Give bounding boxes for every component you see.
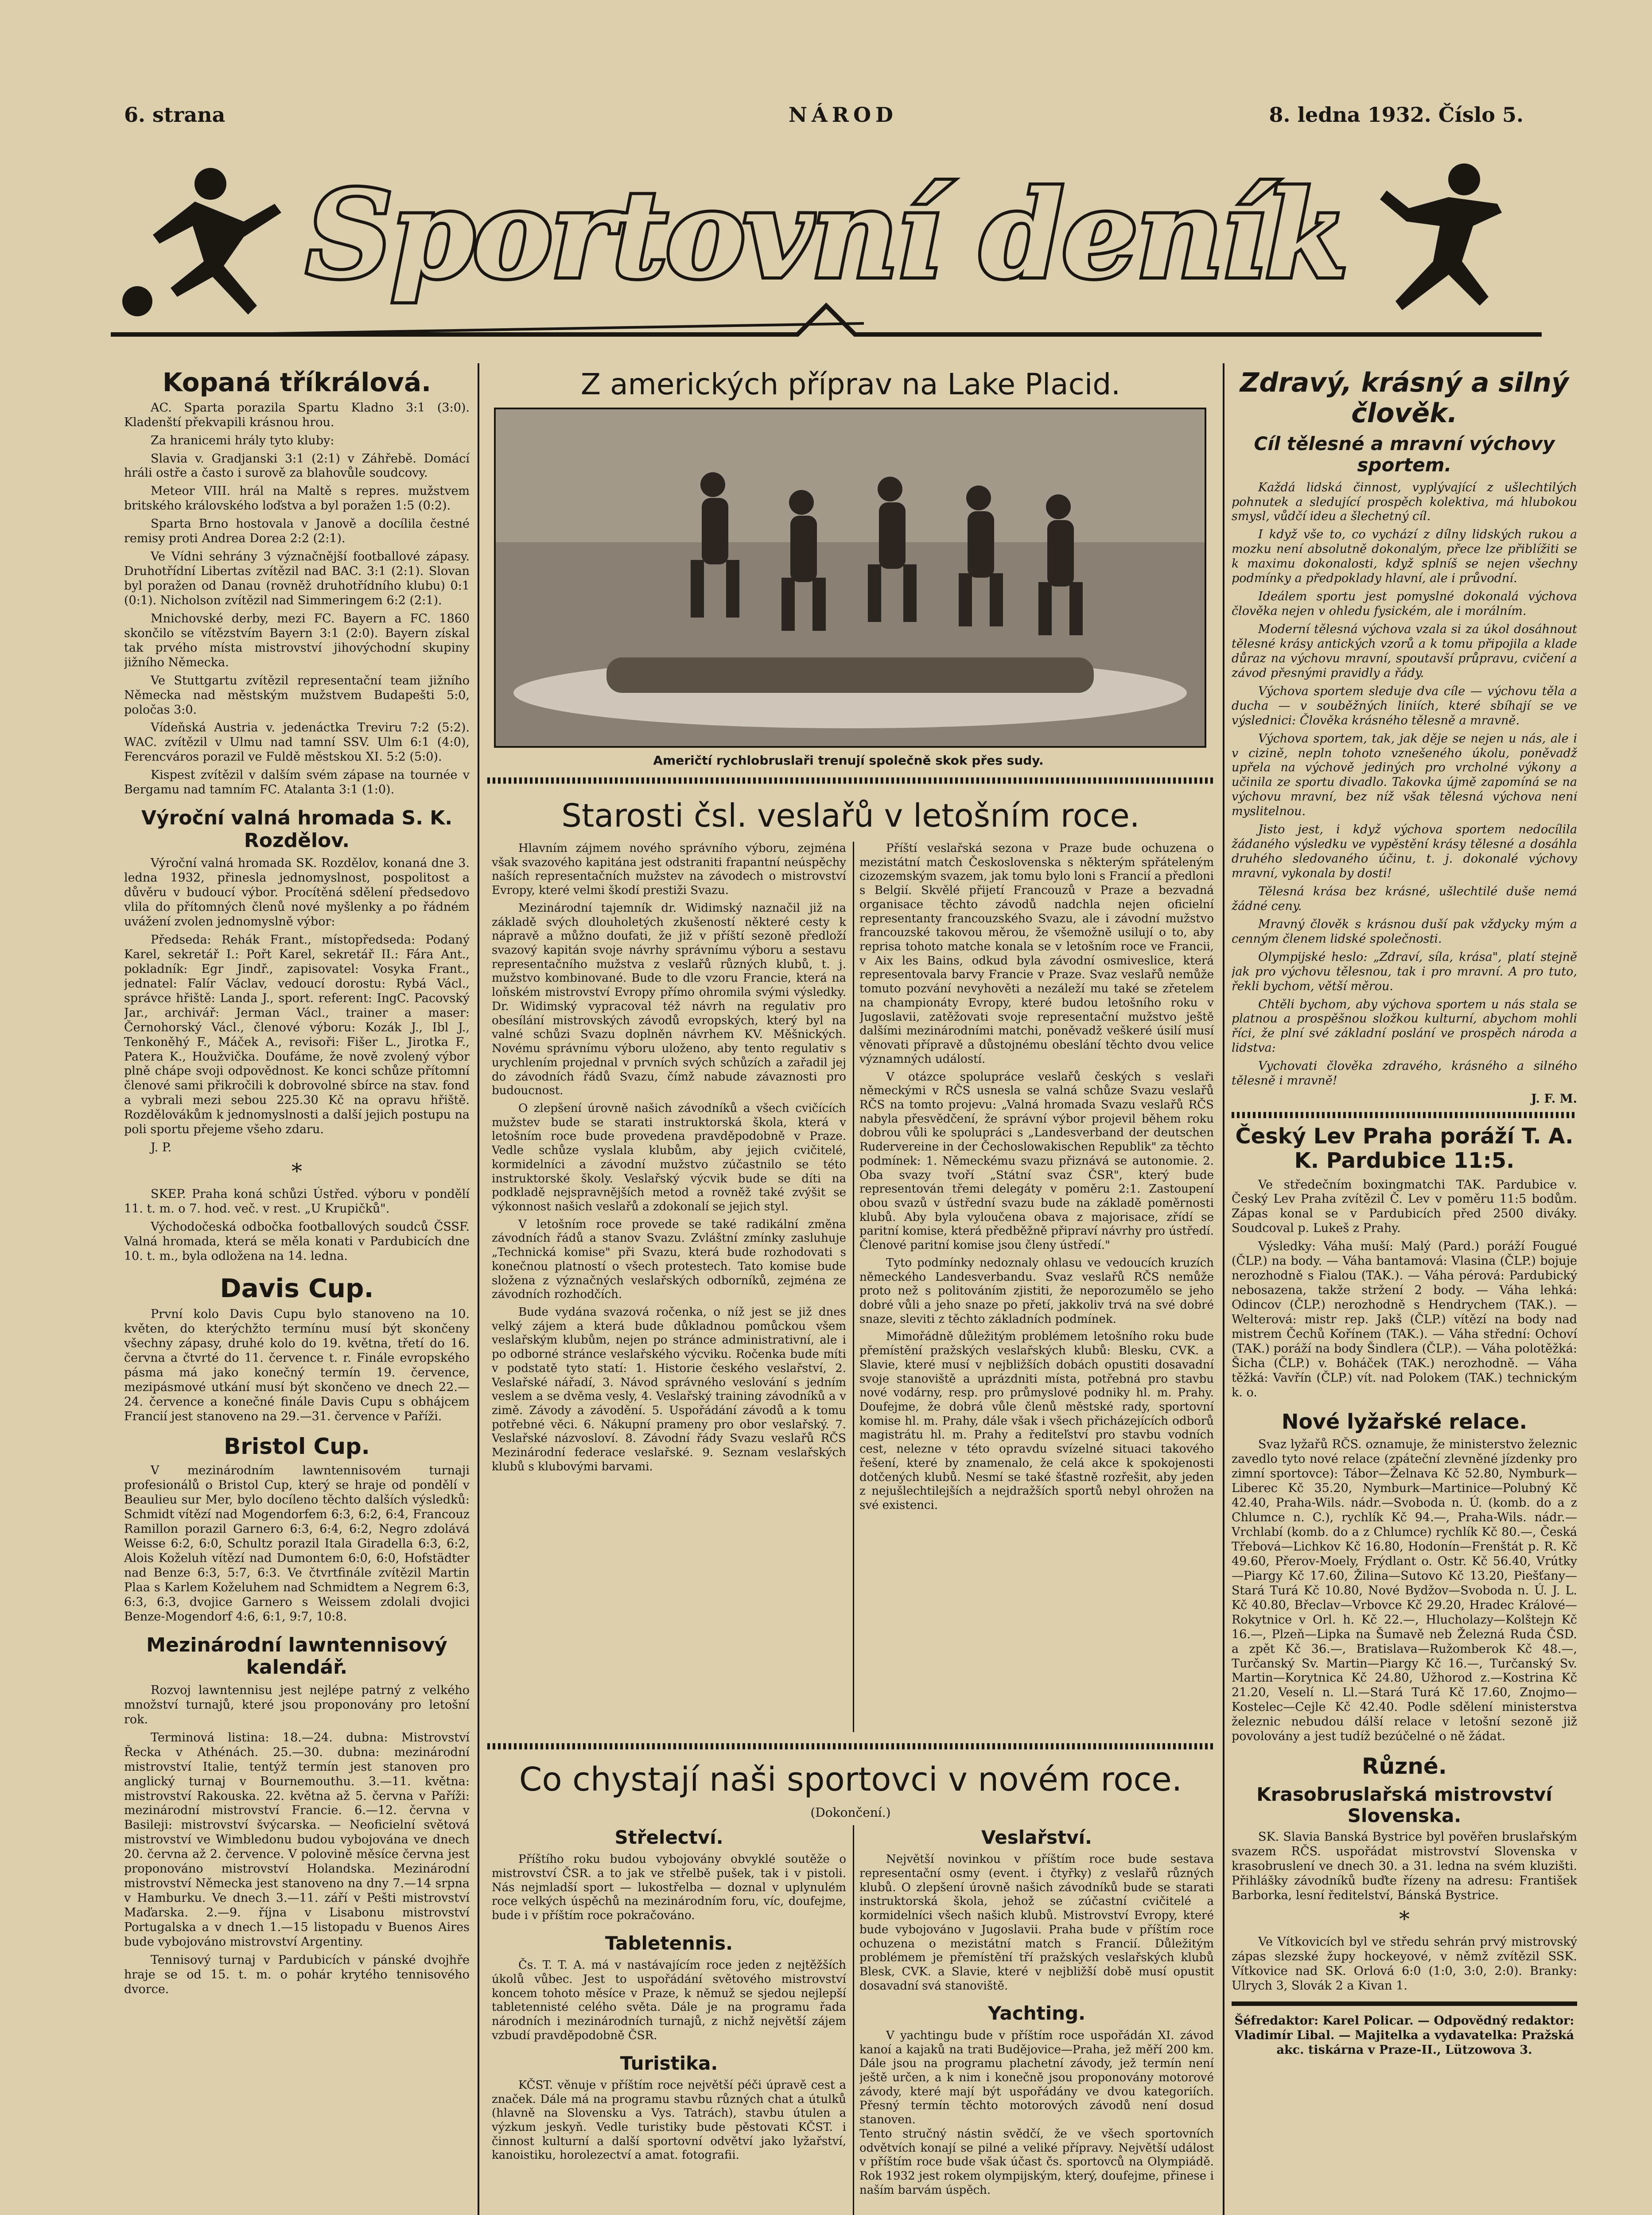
separator-star: * [1399, 1906, 1410, 1931]
paragraph: SKEP. Praha koná schůzi Ústřed. výboru v pondělí 11. t. m. o 7. hod. več. v rest. „U Krupičků". [124, 1187, 470, 1216]
paragraph: Každá lidská činnost, vyplývající z ušlechtilých pohnutek a sledující prospěch kolektiva, má hlubokou smysl, vůdčí ideu a šlechetný cíl. [1232, 480, 1577, 524]
plans-col-2 [859, 1825, 1214, 2215]
paragraph: Moderní tělesná výchova vzala si za úkol dosáhnout tělesné krásy antických vzorů a k tomu připojila a klade důraz na výchovu mravní, spoutavší průpravu, cvičení a závod přesnými pravidly a řády. [1232, 622, 1577, 680]
paragraph: Meteor VIII. hrál na Maltě s repres. mužstvem britského královského loďstva a byl poražen 1:5 (0:2). [124, 484, 470, 513]
paragraph: Kispest zvítězil v dalším svém zápase na tournée v Bergamu nad tamním FC. Atalanta 3:1 (1:0). [124, 768, 470, 797]
separator-star: * [292, 1159, 302, 1184]
paragraph: AC. Sparta porazila Spartu Kladno 3:1 (3:0). Kladenští překvapili krásnou hrou. [124, 400, 470, 429]
turistika-title: Turistika. [620, 2052, 718, 2074]
yachting-text: V yachtingu bude v příštím roce uspořádán XI. závod kanoí a kajaků na trati Budějovice—Praha, jež měří 200 km. Dále jsou na programu plachetní závody, jež termín není ještě určen, a k nim i konečně jsou proponovány motorové závody, které mají být uspořádány ve dvou kategoriích. Přesný termín těchto motorových závodů není dosud stanoven. Tento stručný nástin svědčí, že ve všech sportovních odvětvích konají se pilné a veliké přípravy. Největší událost v příštím roce bude však účast čs. sportovců na Olympiádě. Rok 1932 jest rokem olympijským, který, doufejme, přinese i naším barvám úspěch. [859, 2028, 1214, 2197]
photo-headline: Z amerických příprav na Lake Placid. [580, 367, 1121, 401]
hatched-rule [1232, 1112, 1577, 1118]
paragraph: Výchova sportem, tak, jak děje se nejen u nás, ale i v cizině, nepln tohoto vznešeného úkolu, poněvadž upřela na výchově jediných pro vrcholné výkony a učinila ze sportu divadlo. Takovka újmě zapomíná se na výchovu mravní, bez níž však tělesná výchova není myslitelnou. [1232, 731, 1577, 819]
paragraph: Za hranicemi hrály tyto kluby: [151, 433, 334, 447]
bristol-text: V mezinárodním lawntennisovém turnaji profesionálů o Bristol Cup, který se hraje od pondělí v Beaulieu sur Mer, bylo docíleno těchto dalších výsledků: Schmidt vítězí nad Mogendorfem 6:3, 6:2, 6:4, Francouz Ramillon porazil Garnero 6:3, 6:4, 6:2, Negro zdolává Weisse 6:2, 6:0, Schultz porazil Itala Giradella 6:3, 6:2, Alois Koželuh vítězí nad Dumontem 6:0, 6:0, Hofstädter nad Benze 6:3, 5:7, 6:3. Ve čtvrtfinále zvítězil Martin Plaa s Karlem Koželuhem nad Schmidtem a Negrem 6:3, 6:3, 6:3, dvojice Garnero s Weissem zdolali dvojici Benze-Mogendorf 4:6, 6:1, 9:7, 10:8. [124, 1464, 470, 1624]
skaters-jumping-image [496, 409, 1205, 746]
ruzne-subtitle: Krasobruslařská mistrovství Slovenska. [1256, 1783, 1552, 1826]
paragraph: Tyto podmínky nedoznaly ohlasu ve vedoucích kruzích německého Landesverbandu. Svaz veslařů RČS nemůže proto než s politováním zjistiti, že neporozumělo se jeho dobré vůli a jeho snaze po přetí, jakkoliv trvá na své dobré snaze, sleviti z těchto základních podmínek. [859, 1256, 1214, 1326]
paragraph: Tělesná krása bez krásné, ušlechtilé duše nemá žádné ceny. [1232, 884, 1577, 913]
paragraph: Výchova sportem sleduje dva cíle — výchovu těla a ducha — v souběžných liniích, které sbíhají se ve výslednici: Člověka krásného tělesně a mravně. [1232, 684, 1577, 727]
davis-title: Davis Cup. [220, 1273, 374, 1303]
veslarstvi-title: Veslařství. [981, 1826, 1092, 1848]
paragraph: Vychovati člověka zdravého, krásného a silného tělesně i mravně! [1232, 1059, 1577, 1088]
veslari-col-1 [492, 842, 846, 1737]
yachting-title: Yachting. [987, 2002, 1086, 2025]
photo-caption: Američtí rychlobruslaři trenují společně skok přes sudy. [653, 753, 1044, 768]
page-number: 6. strana [124, 103, 225, 127]
hatched-rule [487, 1743, 1214, 1749]
rozdelov-title: Výroční valná hromada S. K. Rozdělov. [141, 807, 453, 852]
hatched-rule [487, 777, 1214, 784]
speed-skaters-photo [494, 408, 1206, 748]
club-notices [124, 1187, 470, 1264]
ruzne-extra: Ve Vítkovicích byl ve středu sehrán prvý mistrovský zápas slezské župy hockeyové, v němž zvítězil SSK. Vítkovice nad SK. Orlová 6:0 (1:0, 3:0, 2:0). Branky: Ulrych 3, Slovák 2 a Kivan 1. [1232, 1935, 1577, 1993]
paragraph: Hlavním zájmem nového správního výboru, zejména však svazového kapitána jest odstraniti frapantní neúspěchy naších representačních mužstev na závodech o mistrovství Evropy, které velmi škodí prestiži Svazu. [492, 842, 846, 898]
column-divider [1223, 363, 1224, 2215]
veslarstvi-text: Největší novinkou v příštím roce bude sestava representační osmy (event. i čtyřky) z veslařů různých klubů. O zlepšení úrovně našich závodníků bude se starati instruktorská škola, jehož se zúčastní cvičitelé a kormidelníci všech našich klubů. Mistrovství Evropy, které bude vybojováno v Jugoslavii. Praha bude v příštím roce ochuzena o mezistátní match s Francií. Důležitým problémem je přemístění tří pražských veslařských klubů Blesk, CVK. a Slavie, které v nejbližší době musí opustit dosavadní svá stanoviště. [859, 1853, 1214, 1993]
paragraph: Chtěli bychom, aby výchova sportem u nás stala se platnou a prospěšnou složkou kulturní, abychom mohli říci, že plní své základní poslání ve prospěch národa a lidstva: [1232, 997, 1577, 1055]
paragraph: Terminová listina: 18.—24. dubna: Mistrovství Řecka v Athénách. 25.—30. dubna: mezinárodní mistrovství Italie, tentýž termín jest stanoven pro anglický turnaj v Bournemouthu. 3.—11. května: mistrovství Rakouska. 22. května až 5. června v Paříži: mezinárodní mistrovství Francie. 6.—12. června v Basileji: mistrovství švýcarska. — Neoficielní světová mistrovství ve Wimbledonu budou vybojována ve dnech 20. června až 2. července. V polovině měsíce června jest proponováno mistrovství Holandska. Mezinárodní mistrovství Německa jest stanoveno na dny 7.—14 srpna v Hamburku. Ve dnech 3.—11. září v Pešti mistrovství Maďarska. 2.—9. října v Lisabonu mistrovství Portugalska a v dnech 1.—15 listopadu v Buenos Aires bude vybojováno mistrovství Argentiny. [124, 1730, 470, 1949]
zdravy-signature: J. F. M. [1531, 1092, 1577, 1106]
paragraph: Tennisový turnaj v Pardubicích v pánské dvojhře hraje se od 15. t. m. o pohár krytého tennisového dvorce. [124, 1953, 470, 1996]
paragraph: V otázce spolupráce veslařů českých s veslaři německými v RČS usnesla se valná schůze Svazu veslařů RČS na tomto projevu: „Valná hromada Svazu veslařů RČS nabyla přesvědčení, že správní výbor projevil během roku dobrou vůli ke spolupráci s „Landesverband der deutschen Rudervereine in der Čechoslowakischen Republik" za těchto podmínek: 1. Německému svazu přiznává se autonomie. 2. Oba svazy tvoří „Státní svaz ČSR", který bude representován třemi delegáty v poměru 2:1. Zastoupení obou svazů v ústřední svazu bude na základě poměrnosti klubů. Aby byla vyloučena obava z majorisace, zřídí se paritní komise, která předběžně připraví návrhy pro ústředí. Členové paritní komise jsou členy ústředí." [859, 1070, 1214, 1252]
paragraph: Slavia v. Gradjanski 3:1 (2:1) v Záhřebě. Domácí hráli ostře a často i surově za blahovůle soudcovy. [124, 451, 470, 480]
imprint-rule [1232, 2001, 1577, 2006]
plans-headline: Co chystají naši sportovci v novém roce. [519, 1760, 1182, 1799]
column-divider [853, 1825, 854, 2215]
kopana-article [124, 401, 470, 797]
paragraph: I když vše to, co vychází z dílny lidských rukou a mozku není absolutně dokonalým, přece lze přiblížiti se k maximu dokonalosti, když splníš se nejen všechny podmínky a předpoklady hlavní, ale i průvodní. [1232, 528, 1577, 586]
imprint: Šéfredaktor: Karel Policar. — Odpovědný redaktor: Vladimír Libal. — Majitelka a vydavatelka: Pražská akc. tiskárna v Praze-II., Lützowova 3. [1234, 2013, 1574, 2057]
lev-title: Český Lev Praha poráží T. A. K. Pardubice 11:5. [1235, 1124, 1574, 1174]
ruzne-title: Různé. [1362, 1753, 1447, 1780]
paragraph: J. P. [151, 1141, 172, 1155]
column-divider [478, 363, 479, 2215]
paragraph: Ve Vídni sehrány 3 význačnější footballové zápasy. Druhotřídní Libertas zvítězil nad BAC. 3:1 (2:1). Slovan byl poražen od Danau (rovněž druhotřídního klubu) 0:1 (0:1). Nicholson zvítězil nad Simmeringem 6:2 (2:1). [124, 550, 470, 607]
issue-date: 8. ledna 1932. Číslo 5. [1269, 103, 1524, 127]
paragraph: Bude vydána svazová ročenka, o níž jest se již dnes velký zájem a která bude důkladnou pomůckou všem veslařským klubům, nejen po stránce administrativní, ale i po odborné stránce veslařského výcviku. Ročenka bude míti v podstatě tyto statí: 1. Historie českého veslařství, 2. Veslařské nářadí, 3. Návod správného veslování s jedním veslem a se dvěma vesly, 4. Veslařský training závodníků a v zimě. Závody a závodění. 5. Uspořádání závodů a k tomu potřebné věci. 6. Nákupní prameny pro obor veslařský. 7. Veslařské názvosloví. 8. Závodní řády Svazu veslařů RČS Mezinárodní federace veslařské. 9. Seznam veslařských klubů s klubovými barvami. [492, 1306, 846, 1473]
left-column [124, 368, 470, 2215]
lyzarske-title: Nové lyžařské relace. [1281, 1409, 1528, 1434]
zdravy-subtitle: Cíl tělesné a mravní výchovy sportem. [1254, 433, 1555, 476]
paragraph: Mezinárodní tajemník dr. Widimský naznačil již na základě svých dlouholetých zkušeností některé cesty k nápravě a můžno doufati, že již v příští sezoně předloží svazový kapitán svoje návrhy správnímu výboru a sestavu representačního mužstva z veslařů různých klubů, t. j. mužstvo kombinované. Bude to dle vzoru Francie, která na loňském mistrovství Evropy přímo ohromila svými výsledky. Dr. Widimský vypracoval též návrh na regulativ pro obesílání mistrovských závodů evropských, který byl na valné schůzi Svazu doplněn návrhem KV. Měšnických. Novému správnímu výboru uloženo, aby tento regulativ s urychlením projednal v prvních svých schůzích a zařadil jej do závodních řádů Svazu, čímž nabude závaznosti pro budoucnost. [492, 901, 846, 1098]
plans-subtitle: (Dokončení.) [810, 1805, 891, 1820]
veslari-headline: Starosti čsl. veslařů v letošním roce. [561, 797, 1140, 834]
lawn-article [124, 1683, 470, 1997]
tabletennis-title: Tabletennis. [605, 1932, 733, 1954]
lyzarske-text: Svaz lyžařů RČS. oznamuje, že ministerstvo železnic zavedlo tyto nové relace (zpáteční zlevněné jízdenky pro zimní sportovce): Tábor—Želnava Kč 52.80, Nymburk—Liberec Kč 35.20, Nymburk—Martinice—Polubný Kč 42.40, Praha-Wils. nádr.—Svoboda n. Ú. (komb. do a z Chlumce n. C.), rychlík Kč 94.—, Praha-Wils. nádr.—Vrchlabí (komb. do a z Chlumce) rychlík Kč 80.—, Česká Třebová—Lichkov Kč 16.80, Hodonín—Frenštát p. R. Kč 49.60, Přerov-Moely, Frýdlant o. Ostr. Kč 56.40, Vrútky—Piargy Kč 17.60, Žilina—Sutovo Kč 13.20, Piešťany—Stará Turá Kč 10.80, Nové Bydžov—Svoboda n. Ú. J. L. Kč 40.80, Břeclav—Vrbovce Kč 29.20, Hradec Králové—Rokytnice v Orl. h. Kč 22.—, Hlucholazy—Kolštejn Kč 16.—, Plzeň—Lipka na Šumavě neb Železná Ruda ČSD. a zpět Kč 36.—, Bratislava—Ružomberok Kč 48.—, Turčanský Sv. Martin—Piargy Kč 16.—, Turčanský Sv. Martin—Korytnica Kč 24.80, Užhorod z.—Kostrina Kč 21.20, Veselí n. Ll.—Stará Turá Kč 17.60, Znojmo—Kostelec—Cejle Kč 42.40. Podle sdělení ministerstva železnic nebudou dálší relace v letošní sezoně již povolovány a jest tudíž bezúčelné o ně žádat. [1232, 1438, 1577, 1744]
paragraph: Olympijské heslo: „Zdraví, síla, krása", platí stejně jak pro výchovu tělesnou, tak i pro mravní. A pro tuto, řekli bychom, větší měrou. [1232, 950, 1577, 993]
paragraph: O zlepšení úrovně našich závodníků a všech cvičících mužstev bude se starati instruktorská škola, která v letošním roce bude provedena pravděpodobně v Praze. Vedle schůze vyslala klubům, aby jejich cvičitelé, kormidelníci a závodní mužstvo zúčastnilo se této instruktorské školy. Veslařský výcvik bude se díti na podkladě nejspravnějších metod a rovněž také zvýšit se výkonnost našich veslařů a zdokonalí se jejich styl. [492, 1101, 846, 1213]
paragraph: Ve Stuttgartu zvítězil representační team jižního Německa nad městským mužstvem Budapešti 5:0, poločas 3:0. [124, 673, 470, 717]
paragraph: Ideálem sportu jest pomyslné dokonalá výchova člověka nejen v ohledu fysickém, ale i morálním. [1232, 590, 1577, 618]
paragraph: Jisto jest, i když výchova sportem nedocílila žádaného výsledku ve vypěstění krásy tělesné a dosáhla druhého sledovaného účinu, t. j. dokonalé výchovy mravní, vykonala by dosti! [1232, 823, 1577, 881]
paragraph: Předseda: Rehák Frant., místopředseda: Podaný Karel, sekretář I.: Pořt Karel, sekretář II.: Fára Ant., pokladník: Egr Jindř., zapisovatel: Vosyka Frant., jednatel: Falír Václav, vedoucí dorostu: Rybá Václ., správce hřiště: Landa J., sport. referent: IngC. Pacovský Jar., archivář: Jerman Václ., trainer a maser: Černohorský Václ., členové výboru: Kozák J., Ibl J., Tenkoněhý F., Máček A., revisoři: Fišer L., Jirotka F., Patera K., Houžvička. Doufáme, že nově zvolený výbor plně chápe svoji odpovědnost. Ke konci schůze přítomní členové sami přikročili k dobrovolné sbírce na stav. fond a vybrali mezi sebou 225.30 Kč na opravu hřiště. Rozdělovákům k jednomyslnosti a další jejich postupu na poli sportu přejeme všeho zdaru. [124, 933, 470, 1137]
zdravy-article [1232, 481, 1577, 1089]
ruzne-text: SK. Slavia Banská Bystrice byl pověřen bruslařským svazem RČS. uspořádat mistrovství Slovenska v krasobruslení ve dnech 30. a 31. ledna na svém kluzišti. Přihlášky závodníků buďte řízeny na adresu: František Barborka, lesní ředitelství, Bánská Bystrice. [1232, 1830, 1577, 1903]
veslari-col-2 [859, 842, 1214, 1737]
kopana-title: Kopaná tříkrálová. [162, 368, 431, 397]
paragraph: Výroční valná hromada SK. Rozdělov, konaná dne 3. ledna 1932, přinesla jednomyslnost, pospolitost a důvěru v budoucí výbor. Procítěná sdělení předsedovo vlila do přítomných členů nové myšlenky a po řádném uvážení zvolen jednomyslně výbor: [124, 856, 470, 929]
section-title: Sportovní deník [306, 164, 1346, 305]
right-column [1232, 368, 1577, 2215]
paragraph: Příští veslařská sezona v Praze bude ochuzena o mezistátní match Československa s některým spřáteleným cizozemským svazem, jak tomu bylo loni s Francií a předloni s Belgií. Skvělé přijetí Francouzů v Praze a bezvadná organisace těchto závodů nadchla nejen oficielní representanty francouzského Svazu, ale i závodní mužstvo francouzské takovou měrou, že všemožně usilují o to, aby reprisa tohoto matche konala se v letošním roce ve Francii, v Aix les Bains, odkud byla závodní osmiveslice, která representovala barvy Francie v Praze. Svaz veslařů nemůže tomuto pozvání nevyhověti a nezáleží mu také se zřetelem na championáty Evropy, které budou letošního roku v Jugoslavii, zatěžovati svoje representační mužstvo ještě dalšími mezinárodními matchi, poněvadž veškeré úsilí musí věnovati přípravě a důstojnému obeslání těchto dvou velice významných událostí. [859, 842, 1214, 1066]
davis-text: První kolo Davis Cupu bylo stanoveno na 10. květen, do kterýchžto termínu musí být skončeny všechny zápasy, druhé kolo do 19. května, třetí do 16. června a čtvrté do 11. července t. r. Finále evropského pásma má jako konečný termín 19. července, mezipásmové utkání musí být skončeno ve dnech 22.—24. července a konečné finále Davis Cupu s obhájcem Francií jest stanoveno na 29.—31. července v Paříži. [124, 1307, 470, 1423]
plans-col-1 [492, 1825, 846, 2215]
paragraph: Vídeňská Austria v. jedenáctka Treviru 7:2 (5:2). WAC. zvítězil v Ulmu nad tamní SSV. Ulm 6:1 (4:0), Ferencváros porazil ve Fuldě městskou XI. 5:2 (5:0). [124, 721, 470, 764]
paragraph: Mnichovské derby, mezi FC. Bayern a FC. 1860 skončilo se vítězstvím Bayern 3:1 (2:0). Bayern získal tak prvého místa mistrovství jihovýchodní skupiny jižního Německa. [124, 611, 470, 669]
column-divider [853, 842, 854, 1732]
rozdelov-article [124, 856, 470, 1155]
paragraph: V letošním roce provede se také radikální změna závodních řádů a stanov Svazu. Zvláštní zmínky zasluhuje „Technická komise" při Svazu, která bude rozhodovati s konečnou platností o všech protestech. Tato komise bude složena z význačných veslařských odborníků, zejména ze závodních rozhodčích. [492, 1217, 846, 1302]
paragraph: Východočeská odbočka footballových soudců ČSSF. Valná hromada, která se měla konati v Pardubicích dne 10. t. m., byla odložena na 14. ledna. [124, 1220, 470, 1263]
paragraph: Mimořádně důležitým problémem letošního roku bude přemístění pražských veslařských klubů: Blesku, CVK. a Slavie, které musí v nejbližších dobách opustiti dosavadní svoje stanoviště a uprázdniti místa, potřebná pro stavbu nové vodárny, resp. pro průmyslové podniky hl. m. Prahy. Doufejme, že dobrá vůle členů městské rady, sportovní komise hl. m. Prahy, dále však i všech přicházejících odborů magistrátu hl. m. Prahy a řediteľství pro stavbu vodních cest, nelezne v této opravdu svízelné situaci takového řešení, které by znamenalo, že celá akce k spokojenosti dotčených klubů. Nesmí se také šťastně rozřešit, aby jeden z nejušlechtilejších a nejdražších sportů nebyl ohrožen na své existenci. [859, 1330, 1214, 1512]
lev-results: Výsledky: Váha muší: Malý (Pard.) poráží Fougué (ČLP.) na body. — Váha bantamová: Vlasina (ČLP.) bojuje nerozhodně s Fialou (TAK.). — Váha pérová: Pardubický nebosazena, takže stržení 2 body. — Váha lehká: Odincov (ČLP.) nerozhodně s Hendrychem (TAK.). — Welterová: mistr rep. Jakš (ČLP.) vítězí na body nad mistrem Čechů Kořínem (TAK.). — Váha střední: Ochoví (TAK.) poráží na body Šindlera (ČLP.). — Váha polotěžká: Šicha (ČLP.) v. Boháček (TAK.) nerozhodně. — Váha těžká: Vavřín (ČLP.) vít. nad Polokem (TAK.) technickým k. o. [1232, 1240, 1577, 1399]
paragraph: Rozvoj lawntennisu jest nejlépe patrný z velkého množství turnajů, které jsou proponovány pro letošní rok. [124, 1683, 470, 1726]
lev-text: Ve středečním boxingmatchi TAK. Pardubice v. Český Lev Praha zvítězil Č. Lev v poměru 11:5 bodům. Zápas konal se v Pardubicích před 2500 diváky. Soudcoval p. Lukeš z Prahy. [1232, 1177, 1577, 1236]
paragraph: Mravný člověk s krásnou duší pak vždycky mým a cenným členem lidské společnosti. [1232, 917, 1577, 946]
strelectvi-title: Střelectví. [614, 1826, 723, 1848]
strelectvi-text: Příštího roku budou vybojovány obvyklé soutěže o mistrovství ČSR. a to jak ve střelbě pušek, tak i v pistoli. Nás nejmladší sport — lukostřelba — doznal v uplynulém roce velkých úspěchů na mezinárodním foru, víc, doufejme, bude i v příštím roce pokračováno. [492, 1853, 846, 1923]
masthead-banner [111, 159, 1542, 346]
tabletennis-text: Čs. T. T. A. má v nastávajícím roce jeden z nejtěžších úkolů vůbec. Jest to uspořádání světového mistrovství koncem tohoto měsíce v Praze, k němuž se sjedou nejlepší tabletennisté celého světa. Dále je na programu řada národních i mezinárodních turnajů, z nichž největší zájem vzbudí pravděpodobně ČSR. [492, 1959, 846, 2042]
paragraph: Sparta Brno hostovala v Janově a docílila čestné remisy proti Andrea Dorea 2:2 (2:1). [124, 517, 470, 546]
zdravy-title: Zdravý, krásný a silný člověk. [1240, 368, 1569, 429]
bristol-title: Bristol Cup. [224, 1433, 370, 1459]
turistika-text: KČST. věnuje v příštím roce největší péči úpravě cest a značek. Dále má na programu stavbu různých chat a útulků (hlavně na Slovensku a Vys. Tatrách), stavbu útulen a výzkum jeskyň. Vedle turistiky bude pěstovati KČST. i činnost kulturní a další sportovní odvětví jako lyžařství, kanoistiku, horolezectví a amat. fotografii. [492, 2078, 846, 2162]
newspaper-name: NÁROD [789, 103, 898, 127]
lawn-title: Mezinárodní lawntennisový kalendář. [146, 1633, 447, 1679]
